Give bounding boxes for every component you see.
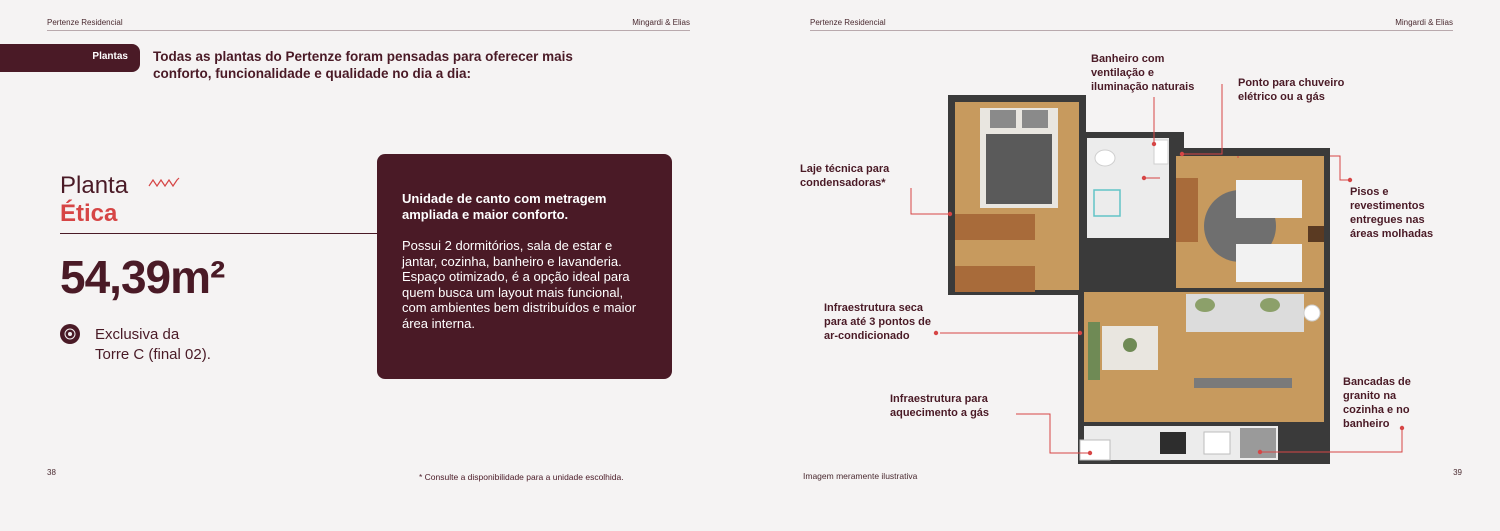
page-number-right: 39 xyxy=(1453,468,1462,477)
callout-floors: Pisos e revestimentos entregues nas áreas molhadas xyxy=(1350,186,1434,240)
callout-gas: Infraestrutura para aquecimento a gás xyxy=(890,393,990,419)
header-right-title: Mingardi & Elias xyxy=(632,18,690,27)
plan-word: Planta xyxy=(60,172,129,199)
card-body: Possui 2 dormitórios, sala de estar e jantar, cozinha, banheiro e lavanderia. Espaço otimizado, é a opção ideal para quem busca um layout mais funcional, com ambientes bem distribuídos e maior área interna. xyxy=(402,238,637,331)
title-divider xyxy=(60,233,380,234)
header-right-title-right: Mingardi & Elias xyxy=(1395,18,1453,27)
header-divider xyxy=(47,30,690,31)
header-left-title: Pertenze Residencial xyxy=(47,18,123,27)
card-heading: Unidade de canto com metragem ampliada e maior conforto. xyxy=(402,191,607,222)
plan-name: Ética xyxy=(60,200,118,227)
description-card xyxy=(377,154,672,379)
callout-bathroom: Banheiro com ventilação e iluminação naturais xyxy=(1091,53,1195,93)
callout-technical-slab: Laje técnica para condensadoras* xyxy=(800,163,890,189)
exclusive-text: Exclusiva da Torre C (final 02). xyxy=(95,326,211,363)
callout-shower: Ponto para chuveiro elétrico ou a gás xyxy=(1238,77,1345,103)
area-value: 54,39m² xyxy=(60,251,225,303)
page-number-left: 38 xyxy=(47,468,56,477)
callout-granite: Bancadas de granito na cozinha e no banheiro xyxy=(1343,376,1411,430)
callout-ac-infra: Infraestrutura seca para até 3 pontos de ar-condicionado xyxy=(824,302,931,342)
chevron-decoration-icon xyxy=(148,174,180,190)
right-page xyxy=(750,0,1500,531)
illustrative-caption: Imagem meramente ilustrativa xyxy=(803,471,918,481)
section-tab-label: Plantas xyxy=(92,51,128,62)
tower-badge-icon xyxy=(60,324,80,344)
header-left-title-right: Pertenze Residencial xyxy=(810,18,886,27)
section-tab xyxy=(0,44,140,72)
intro-text: Todas as plantas do Pertenze foram pensadas para oferecer mais conforto, funcionalidade e qualidade no dia a dia: xyxy=(153,49,573,81)
footnote: * Consulte a disponibilidade para a unidade escolhida. xyxy=(419,472,624,482)
